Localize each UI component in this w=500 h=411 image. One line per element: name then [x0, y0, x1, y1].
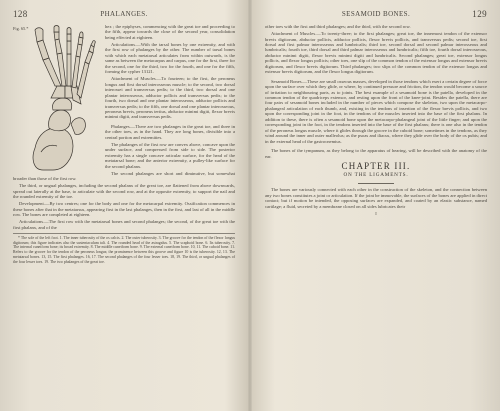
left-paragraph-1: hex ; the epiphyses, commencing with the great toe and proceeding to the fifth, appear towards the close of the second year, consolidation being effected at eighteen. [105, 24, 235, 40]
right-page-text [265, 24, 487, 403]
right-page-number: 129 [472, 9, 487, 19]
signature-mark: I [375, 211, 377, 217]
right-running-title: SESAMOID BONES. [341, 10, 411, 18]
right-paragraph-4: The bones of the tympanum, as they belong to the apparatus of hearing, will be described with the anatomy of the ear. [265, 148, 487, 159]
left-footnote [13, 233, 235, 264]
right-paragraph-1: other toes with the first and third phalanges; and the third, with the second row. [265, 24, 411, 29]
chapter-paragraph: The bones are variously connected with each other in the construction of the skeleton, and the connection between any two bones constitutes a joint or articulation. If the joint be immovable, the surfaces of the bones are applied in direct contact; but if motion be intended, the opposing surfaces are expanded, and coated by an elastic substance, named cartilage; a fluid, secreted by a membrane closed on all sides lubricates their [265, 187, 487, 209]
figure-label: Fig. 65.* [13, 26, 29, 31]
right-page [252, 0, 500, 411]
right-paragraph-3: Sesamoid Bones.—These are small osseous masses, developed in those tendons which exert a certain degree of force upon the surface over which they glide, or where, by continued pressure and friction, the tendon would become a source of irritation to neighbouring parts, as to joints. The best example of a sesamoid bone is the patella, developed in the common tendon of the quadriceps extensor, and resting upon the front of the knee-joint. Besides the patella, there are four pairs of sesamoid bones included in the number of pieces which compose the skeleton, two upon the metacarpo-phalangeal articulation of each thumb, and, existing in the tendons of insertion of the flexor brevis pollicis, and two upon the corresponding joint in the foot, in the tendons of the muscles inserted into the base of the first phalanx. In addition to these, there is often a sesamoid bone upon the metacarpo-phalangeal joint of the little finger; and upon the corresponding joint in the foot, in the tendons inserted into the base of the first phalanx; there is one also in the tendon of the peroneus longus muscle, where it glides through the groove in the cuboid bone; sometimes in the tendons, as they wind around the inner and outer malleolus; as the psoas and iliacus, where they glide over the body of the os pubis; and in the external head of the gastrocnemius. [265, 78, 487, 144]
left-page-number: 128 [13, 9, 28, 19]
left-paragraph-5: The phalanges of the first row are convex above, concave upon the under surface, and compressed from side to side. The posterior extremity has a single concave articular surface, for the head of the metatarsal bone; and the anterior extremity, a pulley-like surface for the second phalanx. [105, 141, 235, 169]
left-paragraph-7: The third, or ungual phalanges, including the second phalanx of the great toe, are flattened from above downwards, spread out laterally at the base, to articulate with the second row, and at the opposite extremity, to support the nail and the rounded extremity of the toe. [13, 183, 235, 200]
foot-skeleton-illustration [13, 24, 99, 172]
left-paragraph-6: The second phalanges are short and diminutive, but somewhat broader than those of the first row. [13, 170, 235, 182]
left-paragraph-3: Attachment of Muscles.—To fourteen; to the first, the peroneus longus and first dorsal interosseous muscle; to the second, two dorsal interossei and transversus pedis; to the third, two dorsal and one plantar interosseous, adductor pollicis and transversus pedis; to the fourth, two dorsal and one plantar interosseous, adductor pollicis and transversus pedis; to the fifth, one dorsal and one plantar interosseous, peroneus brevis, peroneus tertius, abductor minimi digiti, flexor brevis minimi digiti, and transversus pedis. [105, 76, 235, 120]
right-paragraph-2: Attachment of Muscles.—To twenty-three; to the first phalanges; great toe, the innermost tendon of the extensor brevis digitorum, abductor pollicis, adductor pollicis, flexor brevis pollicis, and transversus pedis; second toe, first dorsal and first palmar interosseous and lumbricalis; third toe, second dorsal and second palmar interosseous and lumbricalis; fourth toe, third dorsal and third palmar interosseous and lumbricalis; fifth toe, fourth dorsal interosseous, abductor minimi digiti, flexor brevis minimi digiti and lumbricalis. Second phalanges; great toe, extensor longus pollicis, and flexor longus pollicis; other toes, one slip of the common tendon of the extensor longus and extensor brevis digitorum, and flexor brevis digitorum. Third phalanges; two slips of the common tendon of the extensor longus and extensor brevis digitorum, and the flexor longus digitorum. [265, 31, 487, 75]
left-page [0, 0, 248, 411]
chapter-subheading: ON THE LIGAMENTS. [343, 172, 409, 179]
left-running-title: PHALANGES. [100, 10, 148, 18]
footnote-text: * The sole of the left foot. 1. The inner tuberosity of the os calcis. 2. The outer tuberosity. 3. The groove for the tendon of the flexor longus digitorum; this figure indicates also the sustentaculum tali. 4. The rounded head of the astragalus. 5. The scaphoid bone. 6. Its tuberosity. 7. The internal cuneiform bone; its broad extremity. 8. The middle cuneiform bone. 9. The external cuneiform bone. 10, 11. The cuboid bone. 11. Refers to the groove for the tendon of the peroneus longus; the prominence between this groove and figure 10 is the tuberosity. 12, 13. The metatarsal bones. 13, 15. The first phalanges. 16, 17. The second phalanges of the four lesser toes. 18, 19. The third, or ungual phalanges of the four lesser toes. 19. The two phalanges of the great toe. [13, 236, 235, 264]
right-running-head [265, 10, 487, 22]
left-paragraph-8: Development.—By two centres; one for the body and one for the metacarpal extremity. Ossification commences in these bones after that in the metatarsus, appearing first in the last phalanges, then in the first, and last of all in the middle row. The bones are completed at eighteen. [13, 201, 235, 218]
left-page-text [13, 24, 235, 403]
left-running-head [13, 10, 235, 22]
chapter-rule [358, 183, 394, 184]
left-paragraph-9: Articulations.—The first row with the metatarsal bones and second phalanges; the second, of the great toe with the first phalanx, and of the [13, 219, 235, 230]
chapter-heading: CHAPTER III. [341, 161, 411, 172]
left-paragraph-2: Articulations.—With the tarsal bones by one extremity, and with the first row of phalanges by the other. The number of tarsal bones with which each metatarsal articulates from within outwards, is the same as between the metacarpus and carpus, one for the first, three for the second, one for the third, two for the fourth, and one for the fifth, forming the cypher 13121. [105, 41, 235, 75]
left-paragraph-4: Phalanges.—There are two phalanges in the great toe, and three in the other toes, as in the hand. They are long bones, divisible into a central portion and extremities. [105, 123, 235, 140]
foot-bones-figure [13, 24, 99, 172]
